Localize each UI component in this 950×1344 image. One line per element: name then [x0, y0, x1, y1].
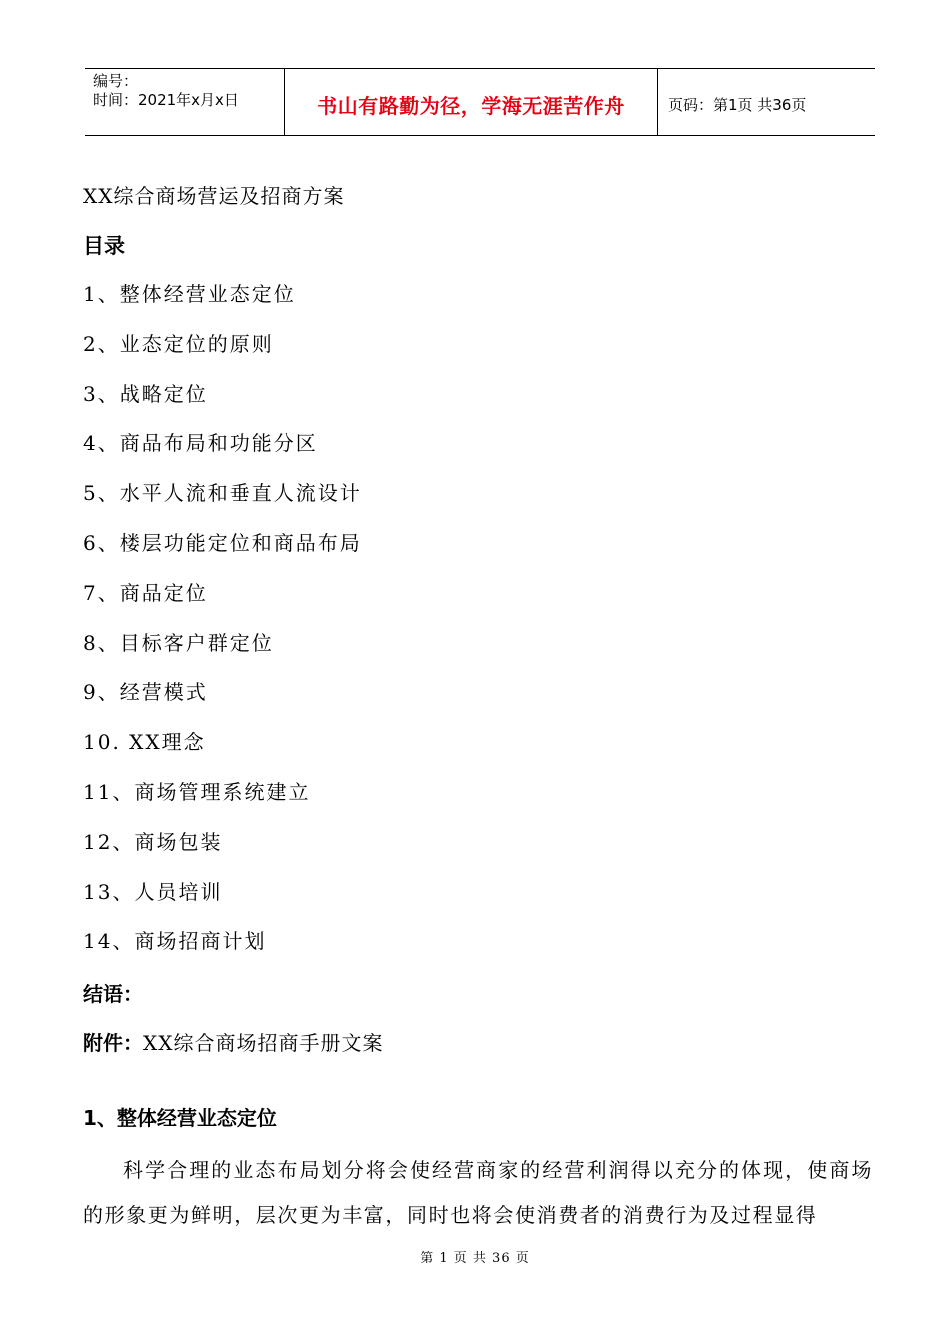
toc-item: 5、水平人流和垂直人流设计	[83, 481, 362, 506]
document-title: XX综合商场营运及招商方案	[83, 184, 345, 208]
page-info-text: 页码：第1页 共36页	[668, 95, 807, 114]
section-paragraph: 科学合理的业态布局划分将会使经营商家的经营利润得以充分的体现，使商场的形象更为鲜明，层次更为丰富，同时也将会使消费者的消费行为及过程显得	[83, 1158, 873, 1227]
header-page-info	[658, 69, 875, 135]
appendix-text: XX综合商场招商手册文案	[143, 1031, 384, 1055]
conclusion-line	[83, 978, 143, 1007]
toc-item: 9、经营模式	[83, 680, 208, 705]
page-footer: 第 1 页 共 36 页	[420, 1251, 530, 1266]
toc-item: 7、商品定位	[83, 580, 208, 605]
toc-item: 14、商场招商计划	[83, 929, 267, 954]
number-label: 编号：	[93, 72, 139, 90]
toc-item: 1、整体经营业态定位	[83, 282, 296, 306]
time-label: 时间：2021年x月x日	[93, 91, 239, 109]
page-header	[85, 68, 875, 136]
toc-item: 11、商场管理系统建立	[83, 779, 311, 804]
toc-item: 12、商场包装	[83, 829, 223, 854]
toc-heading: 目录	[83, 234, 125, 258]
header-motto-cell	[285, 69, 658, 135]
toc-item: 6、楼层功能定位和商品布局	[83, 530, 362, 555]
appendix-label: 附件：	[83, 1031, 143, 1055]
toc-item: 2、业态定位的原则	[83, 331, 274, 356]
motto-text: 书山有路勤为径，学海无涯苦作舟	[317, 93, 625, 118]
header-meta	[85, 69, 285, 135]
conclusion-label: 结语：	[83, 982, 143, 1006]
toc-item: 4、商品布局和功能分区	[83, 431, 318, 456]
toc-item: 10. XX理念	[83, 730, 206, 755]
toc-item: 13、人员培训	[83, 879, 223, 904]
toc-item: 8、目标客户群定位	[83, 630, 274, 655]
section-heading: 1、整体经营业态定位	[83, 1106, 277, 1130]
toc-item: 3、战略定位	[83, 381, 208, 406]
appendix-line	[83, 1027, 383, 1056]
toc-list	[83, 280, 362, 977]
